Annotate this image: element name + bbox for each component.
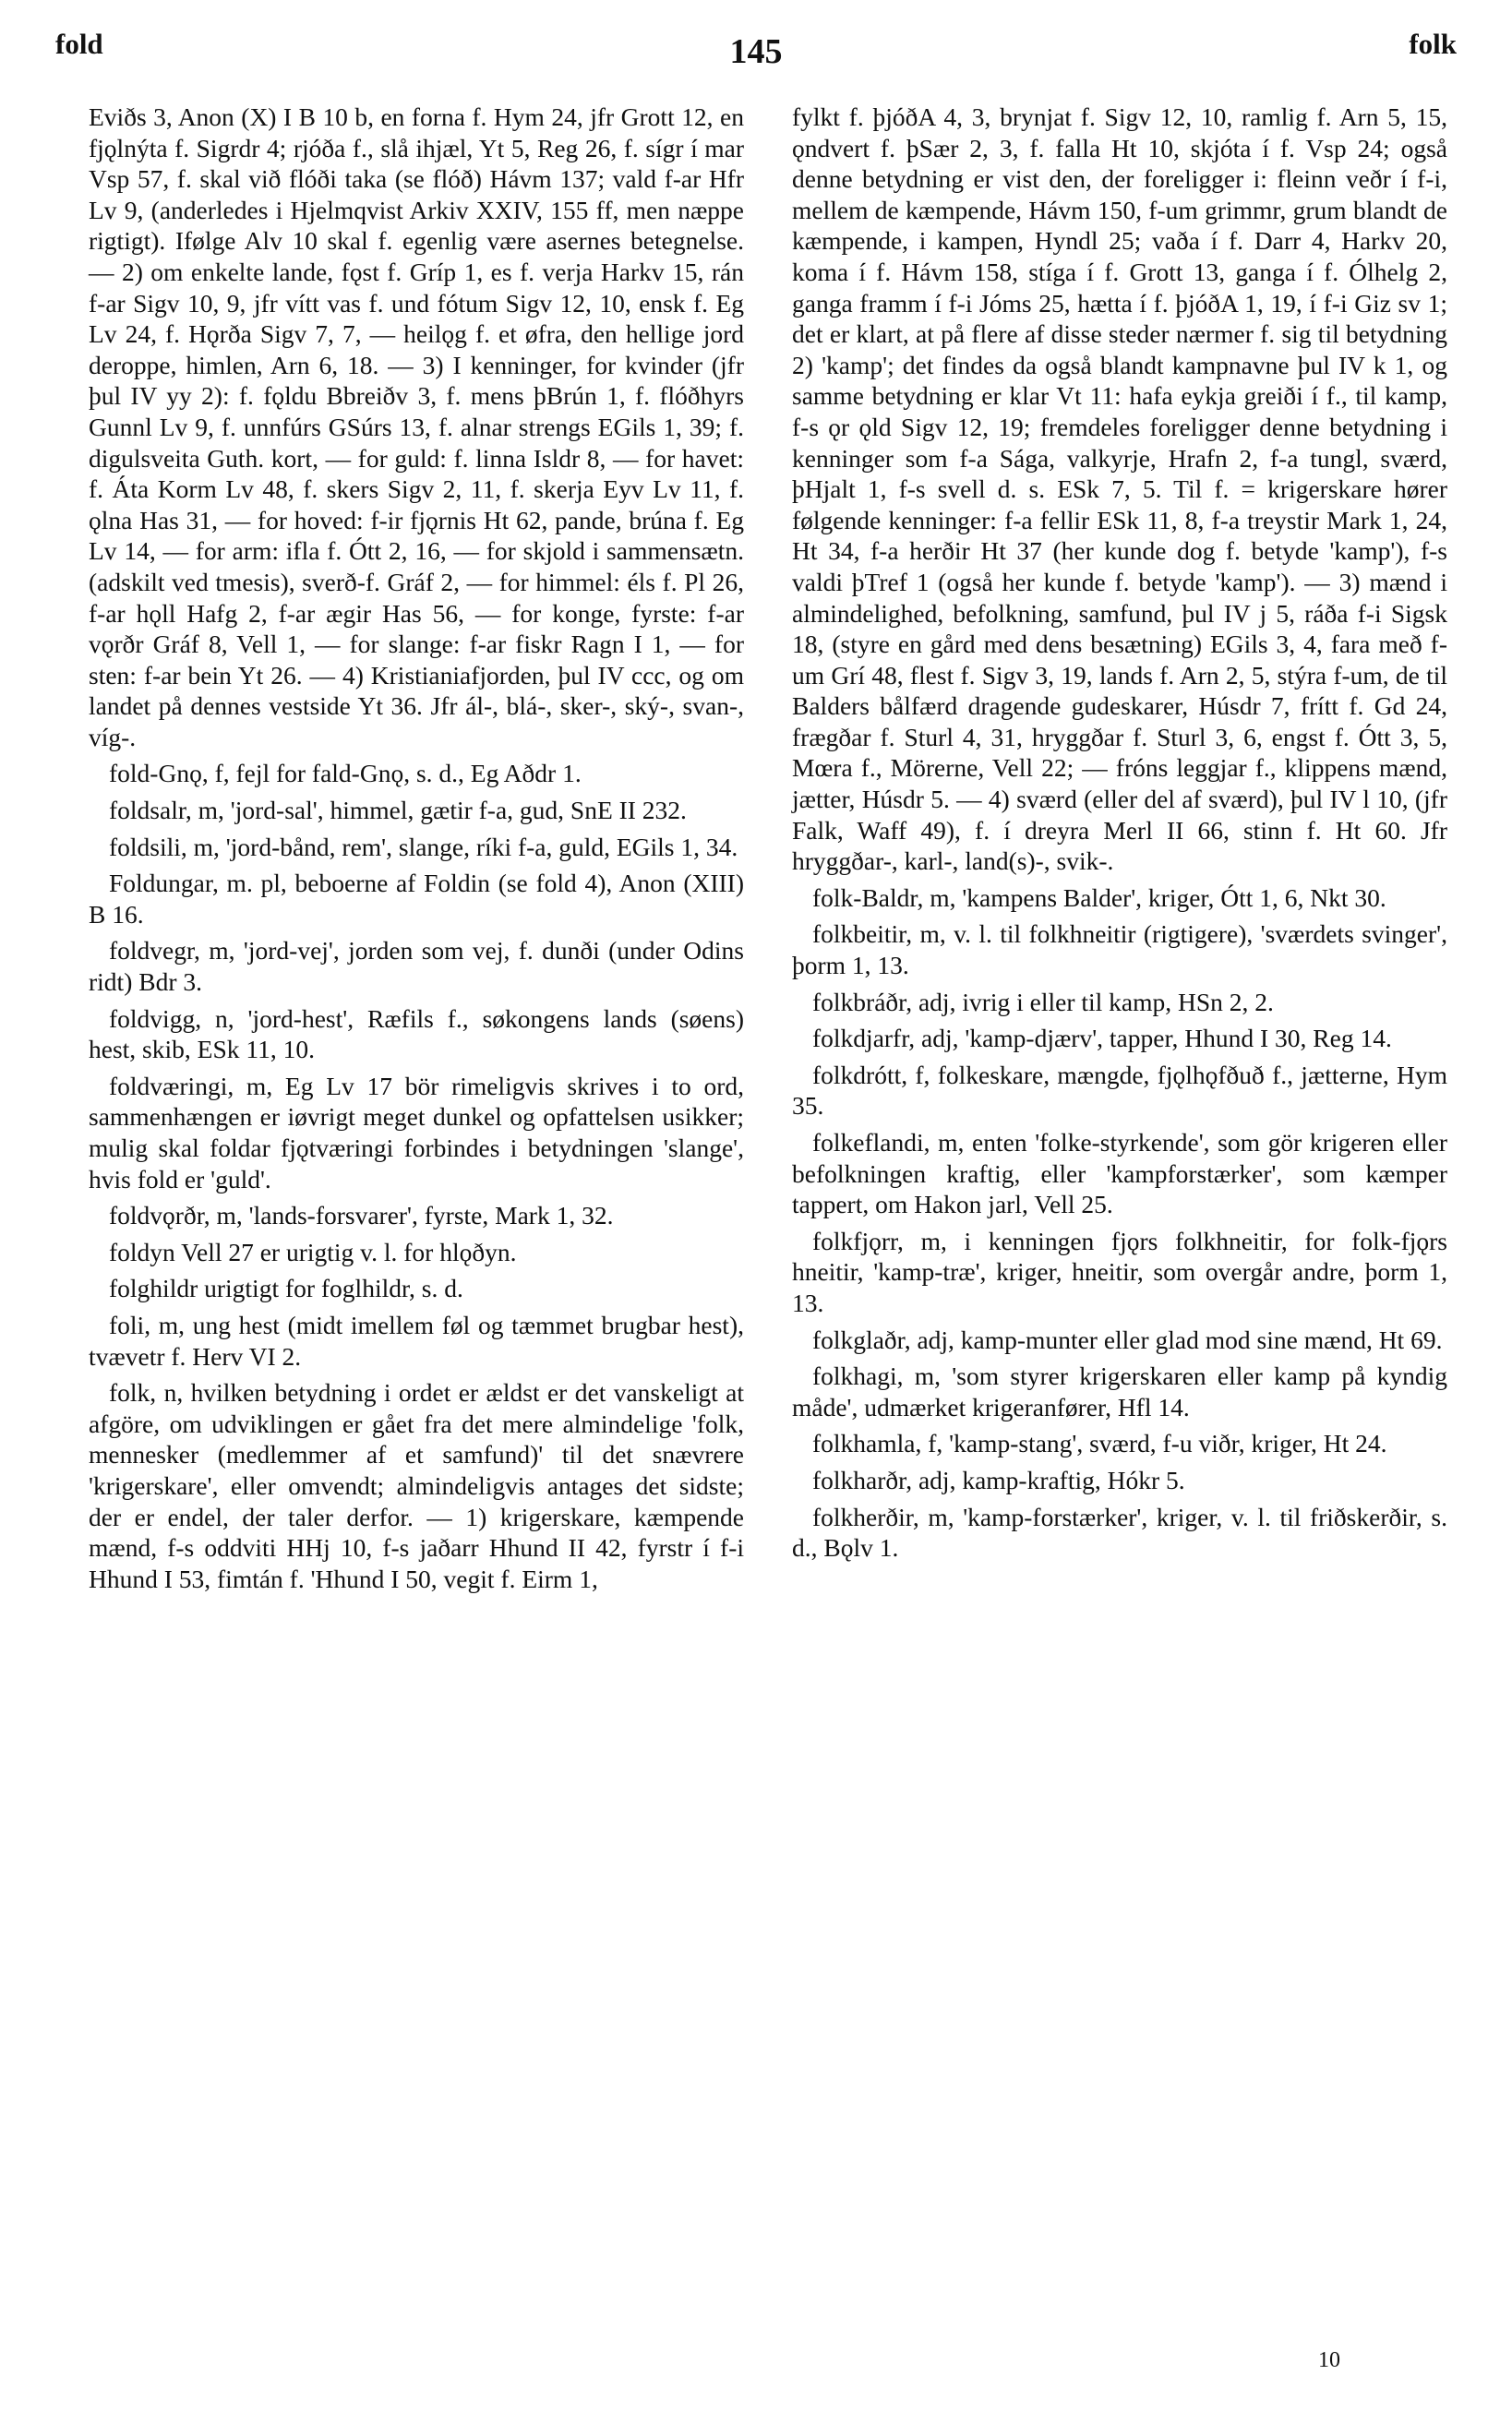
entry-continuation: fylkt f. þjóðA 4, 3, brynjat f. Sigv 12, 10, ramlig f. Arn 5, 15, ǫndvert f. þSær 2, 3, f. falla Ht 10, skjóta í f. Vsp 24; også denne betydning er vist den, der foreligger i: fleinn veðr í f-i, mellem de kæmpende, Hávm 150, f-um grimmr, grum blandt de kæmpende, i kampen, Hyndl 25; vaða í f. Darr 4, Harkv 20, koma í f. Hávm 158, stíga í f. Grott 13, ganga í f. Ólhelg 2, ganga framm í f-i Jóms 25, hætta í f. þjóðA 1, 19, í f-i Giz sv 1; det er klart, at på flere af disse steder nærmer f. sig til betydning 2) 'kamp'; det findes da også blandt kampnavne þul IV k 1, og samme betydning er klar Vt 11: hafa eykja greiði í f., til kamp, f-s ǫr ǫld Sigv 12, 19; fremdeles foreligger denne betydning i kenninger som f-a Sága, valkyrje, Hrafn 2, f-a tungl, sværd, þHjalt 1, f-s svell d. s. ESk 7, 5. Til f. = krigerskare hører følgende kenninger: f-a fellir ESk 11, 8, f-a treystir Mark 1, 24, Ht 34, f-a herðir Ht 37 (her kunde dog f. betyde 'kamp'), f-s valdi þTref 1 (også her kunde f. betyde 'kamp'). — 3) mænd i almindelighed, befolkning, samfund, þul IV j 5, ráða f-i Sigsk 18, (styre en gård med dens besætning) EGils 3, 4, fara með f-um Grí 48, flest f. Sigv 3, 19, lands f. Arn 2, 5, stýra f-um, de til Balders bålfærd dragende gudeskarer, Húsdr 7, frítt f. Gd 24, frægðar f. Sturl 4, 31, hryggðar f. Sturl 3, 6, engst f. Ótt 3, 5, Mœra f., Mörerne, Vell 22; — fróns leggjar f., klippens mænd, jætter, Húsdr 5. — 4) sværd (eller del af sværd), þul IV l 10, (jfr Falk, Waff 49), f. í dreyra Merl II 66, stinn f. Ht 60. Jfr hryggðar-, karl-, land(s)-, svik-.	[792, 102, 1447, 876]
page-number: 145	[729, 32, 783, 71]
dictionary-entry: folkbeitir, m, v. l. til folkhneitir (rigtigere), 'sværdets svinger', þorm 1, 13.	[792, 919, 1447, 980]
dictionary-entry: folkhamla, f, 'kamp-stang', sværd, f-u viðr, kriger, Ht 24.	[812, 1429, 1387, 1458]
dictionary-entry: folkeflandi, m, enten 'folke-styrkende', som gör krigeren eller befolkningen kraftig, eller 'kampforstærker', som kæmper tappert, om Hakon jarl, Vell 25.	[792, 1128, 1447, 1219]
dictionary-entry: folkfjǫrr, m, i kenningen fjǫrs folkhneitir, for folk-fjǫrs hneitir, 'kamp-træ', kriger, hneitir, som overgår andre, þorm 1, 13.	[792, 1226, 1447, 1317]
left-column	[89, 102, 744, 1600]
dictionary-entry: folkdjarfr, adj, 'kamp-djærv', tapper, Hhund I 30, Reg 14.	[812, 1024, 1392, 1053]
dictionary-entry: foldyn Vell 27 er urigtig v. l. for hlǫðyn.	[109, 1237, 517, 1266]
dictionary-entry: foldvegr, m, 'jord-vej', jorden som vej, f. dunði (under Odins ridt) Bdr 3.	[89, 936, 744, 997]
sheet-number: 10	[1318, 2348, 1340, 2372]
dictionary-entry: foli, m, ung hest (midt imellem føl og tæmmet brugbar hest), tvævetr f. Herv VI 2.	[89, 1310, 744, 1371]
dictionary-entry: foldvigg, n, 'jord-hest', Ræfils f., søkongens lands (søens) hest, skib, ESk 11, 10.	[89, 1003, 744, 1064]
dictionary-entry: folkherðir, m, 'kamp-forstærker', kriger, v. l. til friðskerðir, s. d., Bǫlv 1.	[792, 1502, 1447, 1563]
running-head	[55, 28, 1457, 83]
dictionary-entry: folkdrótt, f, folkeskare, mængde, fjǫlhǫfðuð f., jætterne, Hym 35.	[792, 1060, 1447, 1121]
dictionary-entry: foldvǫrðr, m, 'lands-forsvarer', fyrste, Mark 1, 32.	[109, 1201, 614, 1230]
header-guide-word-right: folk	[1409, 28, 1457, 60]
dictionary-entry: folk-Baldr, m, 'kampens Balder', kriger, Ótt 1, 6, Nkt 30.	[812, 882, 1386, 912]
dictionary-entry: folkglaðr, adj, kamp-munter eller glad mod sine mænd, Ht 69.	[812, 1325, 1443, 1354]
right-column	[792, 102, 1447, 1569]
dictionary-entry: folk, n, hvilken betydning i ordet er ældst er det vanskeligt at afgöre, om udviklingen er gået fra det mere almindelige 'folk, mennesker (medlemmer af et samfund)' til det snævrere 'krigerskare', eller omvendt; almindeligvis antages det sidste; der er endel, der taler derfor. — 1) krigerskare, kæmpende mænd, f-s oddviti HHj 10, f-s jaðarr Hhund II 42, fyrstr í f-i Hhund I 53, fimtán f. 'Hhund I 50, vegit f. Eirm 1,	[89, 1378, 744, 1593]
dictionary-entry: folghildr urigtigt for foglhildr, s. d.	[109, 1274, 463, 1303]
dictionary-entry: foldværingi, m, Eg Lv 17 bör rimeligvis skrives i to ord, sammenhængen er iøvrigt meget dunkel og opfattelsen usikker; mulig skal foldar fjǫtværingi forbindes i betydningen 'slange', hvis fold er 'guld'.	[89, 1071, 744, 1194]
dictionary-entry: foldsili, m, 'jord-bånd, rem', slange, ríki f-a, guld, EGils 1, 34.	[109, 832, 738, 861]
dictionary-entry: folkbráðr, adj, ivrig i eller til kamp, HSn 2, 2.	[812, 987, 1274, 1016]
dictionary-entry: foldsalr, m, 'jord-sal', himmel, gætir f-a, gud, SnE II 232.	[109, 796, 687, 825]
dictionary-entry: folkharðr, adj, kamp-kraftig, Hókr 5.	[812, 1465, 1185, 1494]
dictionary-entry: Foldungar, m. pl, beboerne af Foldin (se fold 4), Anon (XIII) B 16.	[89, 869, 744, 929]
dictionary-entry: fold-Gnǫ, f, fejl for fald-Gnǫ, s. d., Eg Aðdr 1.	[109, 759, 582, 788]
entry-continuation: Eviðs 3, Anon (X) I B 10 b, en forna f. Hym 24, jfr Grott 12, en fjǫlnýta f. Sigrdr 4; rjóða f., slå ihjæl, Yt 5, Reg 26, f. sígr í mar Vsp 57, f. skal við flóði taka (se flóð) Hávm 137; vald f-ar Hfr Lv 9, (anderledes i Hjelmqvist Arkiv XXIV, 155 ff, men næppe rigtigt). Ifølge Alv 10 skal f. egenlig være asernes betegnelse. — 2) om enkelte lande, fǫst f. Gríp 1, es f. verja Harkv 15, rán f-ar Sigv 10, 9, jfr vítt vas f. und fótum Sigv 12, 10, ensk f. Eg Lv 24, f. Hǫrða Sigv 7, 7, — heilǫg f. et øfra, den hellige jord deroppe, himlen, Arn 6, 18. — 3) I kenninger, for kvinder (jfr þul IV yy 2): f. fǫldu Bbreiðv 3, f. mens þBrún 1, f. flóðhyrs Gunnl Lv 9, f. unnfúrs GSúrs 13, f. alnar strengs EGils 1, 39; f. digulsveita Guth. kort, — for guld: f. linna Isldr 8, — for havet: f. Áta Korm Lv 48, f. skers Sigv 2, 11, f. skerja Eyv Lv 11, f. ǫlna Has 31, — for hoved: f-ir fjǫrnis Ht 62, pande, brúna f. Eg Lv 14, — for arm: ifla f. Ótt 2, 16, — for skjold i sammensætn. (adskilt ved tmesis), sverð-f. Gráf 2, — for himmel: éls f. Pl 26, f-ar hǫll Hafg 2, f-ar ægir Has 56, — for konge, fyrste: f-ar vǫrðr Gráf 8, Vell 1, — for slange: f-ar fiskr Ragn I 1, — for sten: f-ar bein Yt 26. — 4) Kristianiafjorden, þul IV ccc, og om landet på dennes vestside Yt 36. Jfr ál-, blá-, sker-, ský-, svan-, víg-.	[89, 102, 744, 751]
dictionary-entry: folkhagi, m, 'som styrer krigerskaren eller kamp på kyndig måde', udmærket krigeranfører, Hfl 14.	[792, 1361, 1447, 1421]
header-guide-word-left: fold	[55, 28, 103, 60]
